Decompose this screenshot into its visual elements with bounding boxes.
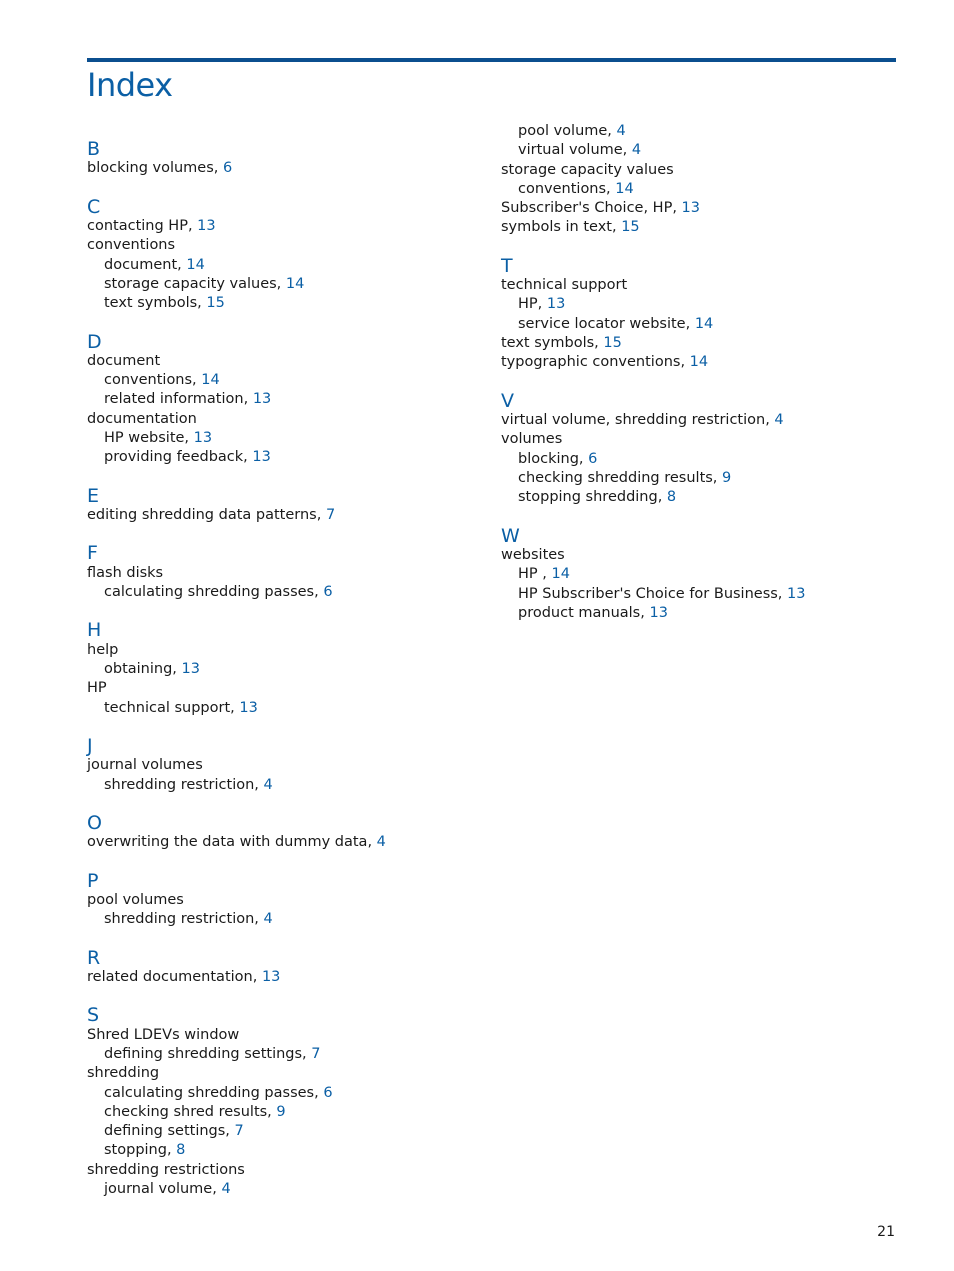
index-entry [87,891,477,910]
page-reference-link[interactable]: 8 [666,489,677,506]
page-reference-link[interactable]: 8 [176,1142,186,1159]
index-section [501,254,896,373]
index-subentry [87,660,477,679]
page-reference-link[interactable]: 14 [694,315,714,332]
index-term: calculating shredding passes, [104,1084,324,1101]
index-term: obtaining, [104,661,182,677]
index-term: volumes [501,431,563,448]
index-entry [501,430,896,449]
index-subentry [87,275,477,294]
index-term: stopping shredding, [518,489,667,506]
page-reference-link[interactable]: 7 [325,507,336,524]
index-term: related information, [104,391,253,408]
index-term: conventions [87,237,176,254]
page-reference-link[interactable]: 6 [323,584,333,601]
index-term: document, [104,256,187,273]
index-entry [87,352,477,371]
index-term: text symbols, [501,335,604,352]
index-term: document [87,352,161,369]
index-subentry [87,583,477,602]
page-reference-link[interactable]: 4 [263,911,273,928]
index-section [87,734,477,795]
page-number: 21 [877,1224,895,1240]
index-letter-heading: O [87,811,102,834]
index-letter-heading: S [87,1004,100,1027]
index-term: product manuals, [518,604,650,621]
index-subentry [87,1103,477,1122]
index-entry [501,218,896,237]
index-term: contacting HP, [87,217,198,234]
page-reference-link[interactable]: 4 [376,834,386,851]
page-reference-link[interactable]: 14 [186,256,205,273]
index-term: Subscriber's Choice, HP, [501,200,682,217]
index-entry [87,217,477,236]
page-reference-link[interactable]: 14 [551,566,570,583]
index-letter-heading: J [87,734,93,757]
index-letter-heading: F [87,542,98,565]
index-letter-heading: D [87,330,102,353]
index-column-left [87,140,477,1218]
index-entry [501,161,896,180]
index-subentry [87,910,477,929]
index-term: virtual volume, [518,142,632,159]
page-reference-link[interactable]: 4 [221,1181,231,1197]
index-entry [87,410,477,429]
page-reference-link[interactable]: 7 [311,1045,321,1062]
index-term: blocking, [518,450,589,467]
index-letter-heading: C [87,195,101,218]
index-term: Shred LDEVs window [87,1026,240,1043]
index-term: checking shredding results, [518,469,723,486]
index-subentry [87,390,477,409]
index-term: journal volume, [104,1181,222,1197]
page-reference-link[interactable]: 13 [239,699,258,716]
index-term: service locator website, [518,315,695,332]
index-term: HP, [518,296,547,313]
index-subentry [501,488,896,507]
page-reference-link[interactable]: 13 [787,585,806,602]
index-entry [501,334,896,353]
index-entry [87,1064,477,1083]
index-letter-heading: H [87,619,102,642]
index-entry [501,353,896,372]
index-entry [87,833,477,852]
index-term: HP [87,680,107,697]
index-term: text symbols, [104,295,207,312]
page-reference-link[interactable]: 13 [681,200,700,217]
index-subentry [87,776,477,795]
index-letter-heading: W [501,524,520,547]
index-term: virtual volume, shredding restriction, [501,412,775,429]
index-entry [87,756,477,775]
index-term: websites [501,546,565,563]
index-term: pool volumes [87,891,184,908]
index-subentry [501,469,896,488]
index-term: related documentation, [87,968,262,985]
index-term: technical support, [104,699,240,716]
page-reference-link[interactable]: 4 [631,142,642,159]
index-subentry [501,141,896,160]
page-reference-link[interactable]: 9 [276,1103,286,1120]
index-term: conventions, [104,372,202,389]
index-section [87,195,477,314]
index-term: editing shredding data patterns, [87,507,326,524]
index-term: HP Subscriber's Choice for Business, [518,585,788,602]
index-term: flash disks [87,564,164,581]
index-subentry [87,294,477,313]
index-letter-heading: R [87,946,101,969]
page-reference-link[interactable]: 13 [546,296,566,313]
index-term: shredding restriction, [104,911,264,928]
index-term: storage capacity values [501,161,674,178]
page-reference-link[interactable]: 13 [261,968,281,985]
index-subentry [87,448,477,467]
index-entry [87,1026,477,1045]
index-subentry [501,295,896,314]
index-entry [87,506,477,525]
index-entry [87,641,477,660]
index-section [87,869,477,930]
index-term: symbols in text, [501,219,622,236]
index-column-right [501,122,896,642]
page-reference-link[interactable]: 4 [774,412,784,429]
page-reference-link[interactable]: 13 [197,217,216,234]
index-section [87,1006,477,1199]
index-term: pool volume, [518,123,617,139]
index-section [87,946,477,988]
index-term: checking shred results, [104,1103,277,1120]
index-subentry [87,429,477,448]
index-section [87,544,477,602]
page-reference-link[interactable]: 14 [615,180,634,197]
index-entry [87,1161,477,1180]
index-term: blocking volumes, [87,160,223,177]
index-entry [501,276,896,295]
index-entry [501,199,896,218]
page-reference-link[interactable]: 14 [201,372,220,389]
page-reference-link[interactable]: 6 [323,1084,333,1101]
index-section [87,484,477,526]
page-reference-link[interactable]: 6 [588,450,598,467]
page-reference-link[interactable]: 14 [285,275,305,292]
page-reference-link[interactable]: 13 [193,430,213,447]
index-term: stopping, [104,1142,177,1159]
index-subentry [87,1180,477,1199]
index-term: shredding restrictions [87,1161,245,1178]
page-reference-link[interactable]: 15 [621,219,640,236]
index-term: overwriting the data with dummy data, [87,834,377,851]
index-subentry [501,122,896,141]
page-reference-link[interactable]: 13 [181,661,200,677]
page-reference-link[interactable]: 6 [223,160,233,177]
index-term: storage capacity values, [104,275,286,292]
index-letter-heading: B [87,138,101,160]
index-subentry [501,565,896,584]
index-entry [87,679,477,698]
index-section [501,122,896,238]
index-section [501,389,896,508]
index-subentry [87,256,477,275]
page-reference-link[interactable]: 13 [649,604,668,621]
index-term: providing feedback, [104,449,253,466]
index-term: defining settings, [104,1123,235,1140]
index-section [87,140,477,179]
index-entry [87,236,477,255]
page-title: Index [87,66,173,104]
page-reference-link[interactable]: 15 [206,295,225,312]
index-term: technical support [501,277,628,294]
page-reference-link[interactable]: 13 [252,391,272,408]
index-subentry [87,1045,477,1064]
index-term: typographic conventions, [501,354,690,371]
top-rule [87,58,896,62]
index-subentry [87,699,477,718]
index-subentry [87,1084,477,1103]
page-reference-link[interactable]: 15 [603,335,622,352]
page-reference-link[interactable]: 4 [263,776,273,793]
index-term: journal volumes [87,757,203,774]
index-subentry [501,315,896,334]
index-subentry [501,585,896,604]
index-section [501,524,896,623]
index-term: documentation [87,410,197,427]
index-subentry [501,450,896,469]
index-term: HP website, [104,430,194,447]
index-term: shredding restriction, [104,776,264,793]
index-term: shredding [87,1065,160,1082]
index-subentry [501,604,896,623]
index-term: calculating shredding passes, [104,584,324,601]
index-entry [87,564,477,583]
index-term: HP , [518,566,552,583]
index-subentry [87,371,477,390]
page-reference-link[interactable]: 9 [722,469,732,486]
index-letter-heading: E [87,484,100,507]
index-subentry [501,180,896,199]
page-reference-link[interactable]: 14 [689,354,709,371]
index-term: defining shredding settings, [104,1045,312,1062]
index-letter-heading: V [501,389,514,412]
index-section [87,330,477,468]
index-subentry [87,1122,477,1141]
index-section [87,811,477,853]
index-letter-heading: T [501,254,513,277]
page-reference-link[interactable]: 4 [616,123,626,139]
index-subentry [87,1141,477,1160]
index-entry [87,159,477,178]
page-reference-link[interactable]: 7 [234,1123,244,1140]
index-section [87,621,477,717]
index-term: help [87,641,119,658]
page-reference-link[interactable]: 13 [252,449,271,466]
index-term: conventions, [518,180,616,197]
index-entry [501,546,896,565]
index-entry [501,411,896,430]
index-entry [87,968,477,987]
index-letter-heading: P [87,869,99,892]
